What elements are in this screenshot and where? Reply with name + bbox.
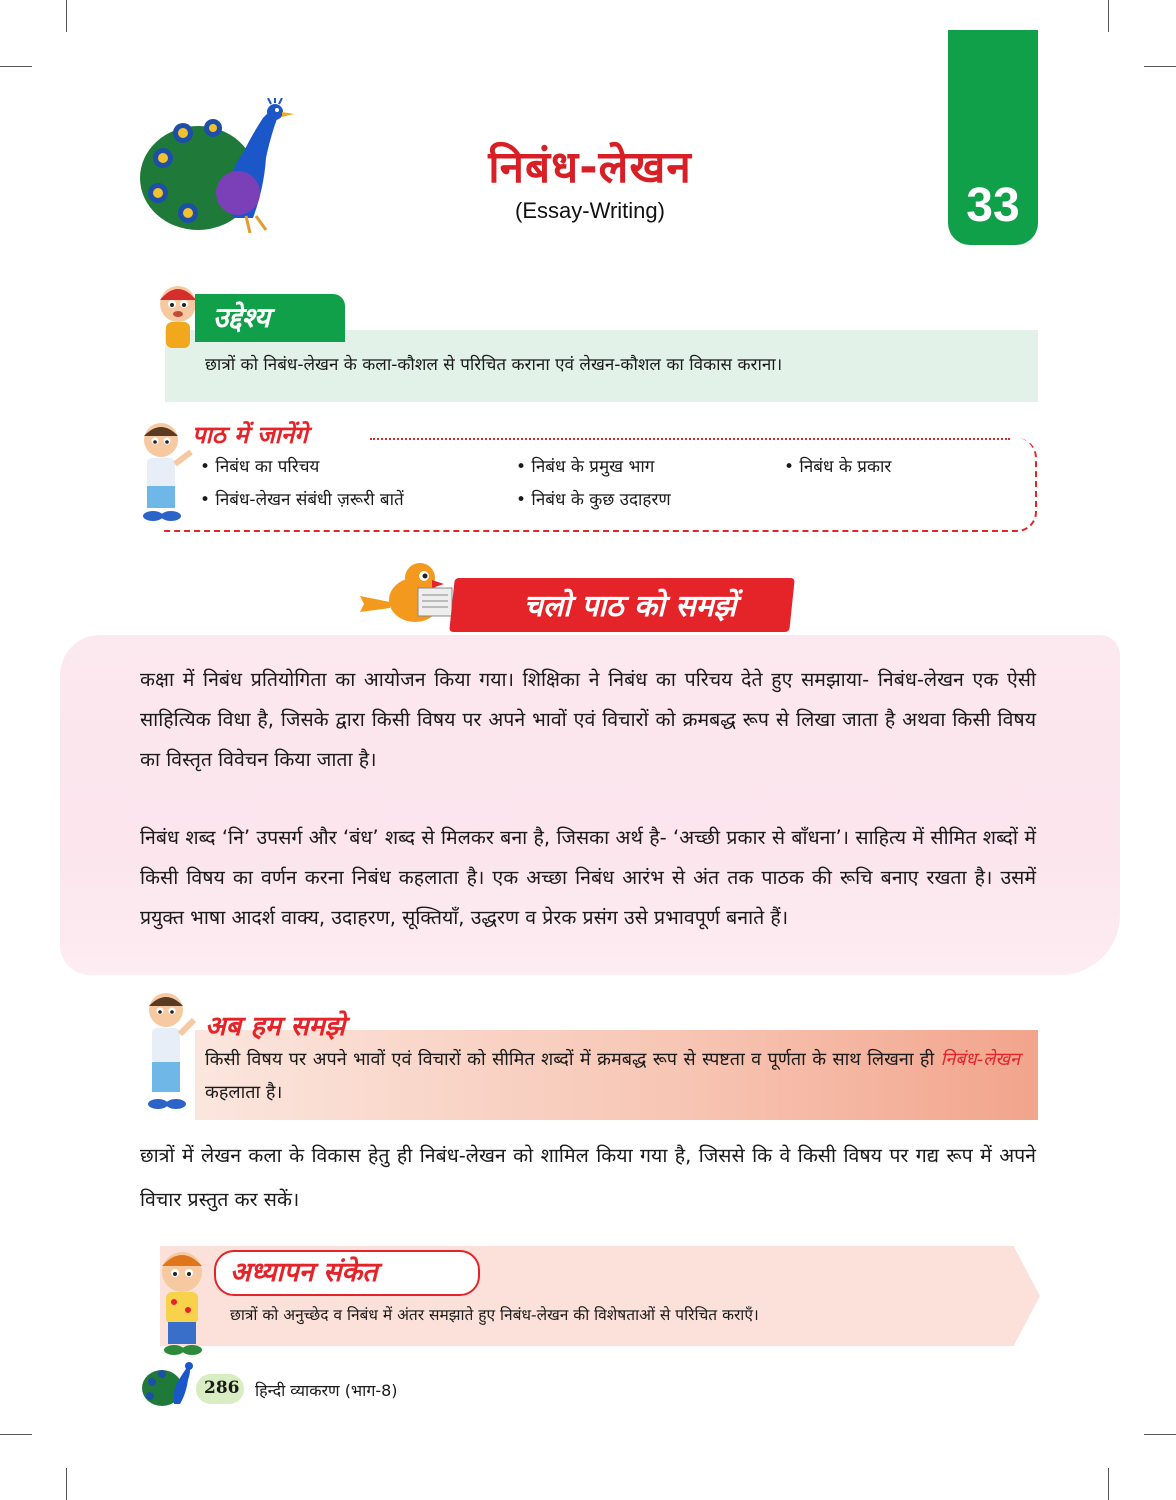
paragraph-intro: कक्षा में निबंध प्रतियोगिता का आयोजन किया गया। शिक्षिका ने निबंध का परिचय देते हुए समझाया- निबंध-लेखन एक ऐसी साहित्यिक विधा है, जिसके द्वारा किसी विषय पर अपने भावों एवं विचारों को क्रमबद्ध रूप से लिखा जाता है अथवा किसी विषय का विस्तृत विवेचन किया जाता है। — [140, 668, 1036, 771]
learn-item: • निबंध के प्रकार — [784, 457, 892, 477]
chapter-subtitle: (Essay-Writing) — [515, 198, 665, 223]
learn-item: • निबंध के कुछ उदाहरण — [516, 490, 671, 510]
crop-mark — [0, 1434, 32, 1435]
book-title: हिन्दी व्याकरण (भाग-8) — [255, 1381, 398, 1400]
crop-mark — [1108, 0, 1109, 32]
chapter-title: निबंध-लेखन — [488, 142, 692, 193]
peacock-illustration — [138, 98, 308, 238]
understood-text — [205, 1043, 1020, 1109]
page-number: 286 — [204, 1378, 240, 1398]
teaching-hint-text: छात्रों को अनुच्छेद व निबंध में अंतर समझाते हुए निबंध-लेखन की विशेषताओं से परिचित कराएँ। — [230, 1306, 759, 1324]
learn-heading: पाठ में जानेंगे — [192, 421, 308, 449]
chapter-number: 33 — [966, 179, 1020, 232]
bird-reading-icon — [360, 558, 460, 628]
lesson-banner-text: चलो पाठ को समझें — [523, 589, 737, 624]
highlighted-term: निबंध-लेखन — [940, 1049, 1020, 1070]
learn-item: • निबंध-लेखन संबंधी ज़रूरी बातें — [200, 490, 404, 510]
boy-teacher-icon — [150, 1248, 220, 1358]
learn-item: • निबंध के प्रमुख भाग — [516, 457, 655, 477]
crop-mark — [66, 0, 67, 32]
crop-mark — [1144, 66, 1176, 67]
footer-peacock-icon — [140, 1360, 200, 1410]
learn-item: • निबंध का परिचय — [200, 457, 320, 477]
boy-standing-icon — [140, 990, 198, 1114]
crop-mark — [1144, 1434, 1176, 1435]
objective-text: छात्रों को निबंध-लेखन के कला-कौशल से परिचित कराना एवं लेखन-कौशल का विकास कराना। — [205, 355, 783, 375]
learn-box — [163, 438, 1037, 532]
understood-text-part: कहलाता है। — [205, 1082, 283, 1103]
teaching-hint-label: अध्यापन संकेत — [230, 1257, 378, 1288]
paragraph-purpose: छात्रों में लेखन कला के विकास हेतु ही निबंध-लेखन को शामिल किया गया है, जिससे कि वे किसी विषय पर गद्य रूप में अपने विचार प्रस्तुत कर सकें। — [140, 1144, 1036, 1211]
crop-mark — [66, 1468, 67, 1500]
crop-mark — [1108, 1468, 1109, 1500]
paragraph-definition: निबंध शब्द ‘नि’ उपसर्ग और ‘बंध’ शब्द से मिलकर बना है, जिसका अर्थ है- ‘अच्छी प्रकार से बाँधना’। साहित्य में सीमित शब्दों में किसी विषय का वर्णन करना निबंध कहलाता है। एक अच्छा निबंध आरंभ से अंत तक पाठक की रूचि बनाए रखता है। उसमें प्रयुक्त भाषा आदर्श वाक्य, उदाहरण, सूक्तियाँ, उद्धरण व प्रेरक प्रसंग उसे प्रभावपूर्ण बनाते हैं। — [140, 826, 1036, 929]
chapter-number-tab — [948, 30, 1038, 245]
crop-mark — [0, 66, 32, 67]
understood-text-part: किसी विषय पर अपने भावों एवं विचारों को सीमित शब्दों में क्रमबद्ध रूप से स्पष्टता व पूर्णता के साथ लिखना ही — [205, 1049, 941, 1070]
understood-heading: अब हम समझे — [205, 1011, 346, 1042]
objective-label: उद्देश्य — [195, 294, 345, 342]
